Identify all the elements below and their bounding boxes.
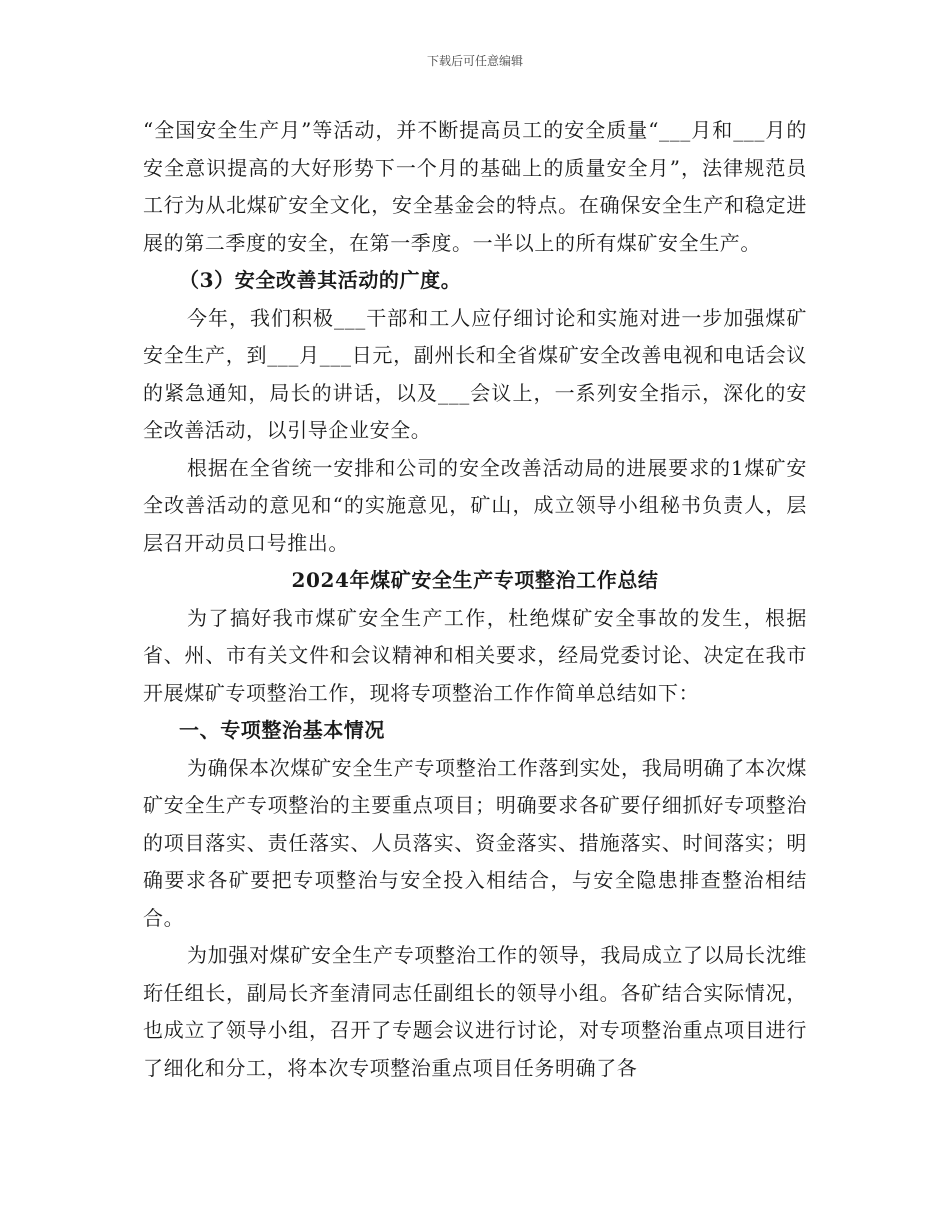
paragraph-1: “全国安全生产月”等活动，并不断提高员工的安全质量“___月和___月的安全意识提高的大好形势下一个月的基础上的质量安全月”，法律规范员工行为从北煤矿安全文化，安全基金会的特点。在确保安全生产和稳定进展的第二季度的安全，在第一季度。一半以上的所有煤矿安全生产。 — [143, 118, 807, 255]
paragraph-4: 为了搞好我市煤矿安全生产工作，杜绝煤矿安全事故的发生，根据省、州、市有关文件和会议精神和相关要求，经局党委讨论、决定在我市开展煤矿专项整治工作，现将专项整治工作作简单总结如下： — [143, 605, 807, 705]
paragraph-2: 今年，我们积极___干部和工人应仔细讨论和实施对进一步加强煤矿安全生产，到___月___日元，副州长和全省煤矿安全改善电视和电话会议的紧急通知，局长的讲话，以及___会议上，一系列安全指示，深化的安全改善活动，以引导企业安全。 — [143, 305, 807, 442]
section-heading-activity-scope: （3）安全改善其活动的广度。 — [179, 268, 462, 292]
page-header: 下载后可任意编辑 — [426, 54, 523, 68]
paragraph-5: 为确保本次煤矿安全生产专项整治工作落到实处，我局明确了本次煤矿安全生产专项整治的主要重点项目；明确要求各矿要仔细抓好专项整治的项目落实、责任落实、人员落实、资金落实、措施落实、时间落实；明确要求各矿要把专项整治与安全投入相结合，与安全隐患排查整治相结合。 — [143, 755, 807, 930]
document-title: 2024年煤矿安全生产专项整治工作总结 — [291, 568, 659, 592]
paragraph-3: 根据在全省统一安排和公司的安全改善活动局的进展要求的1煤矿安全改善活动的意见和“的实施意见，矿山，成立领导小组秘书负责人，层层召开动员口号推出。 — [143, 455, 807, 555]
paragraph-6: 为加强对煤矿安全生产专项整治工作的领导，我局成立了以局长沈维珩任组长，副局长齐奎清同志任副组长的领导小组。各矿结合实际情况，也成立了领导小组，召开了专题会议进行讨论，对专项整治重点项目进行了细化和分工，将本次专项整治重点项目任务明确了各 — [143, 943, 807, 1080]
section-heading-basic-situation: 一、专项整治基本情况 — [179, 718, 385, 742]
document-body — [143, 112, 807, 1087]
